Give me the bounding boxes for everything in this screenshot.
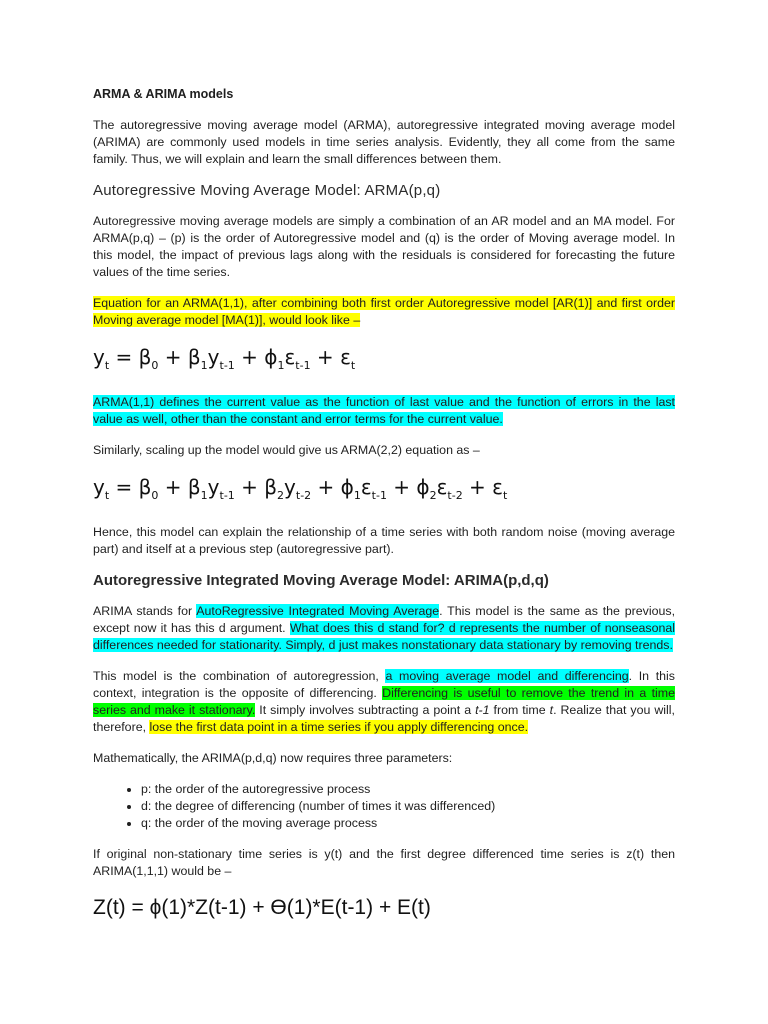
arma-paragraph-4: Similarly, scaling up the model would give us ARMA(2,2) equation as – [93,443,480,457]
document-title: ARMA & ARIMA models [93,87,234,101]
highlight-green: Differencing is useful to remove the trend in a time series and make it stationary. [93,686,675,717]
arima-paragraph-3: Mathematically, the ARIMA(p,d,q) now requires three parameters: [93,751,453,765]
arma-paragraph-5: Hence, this model can explain the relationship of a time series with both random noise (moving average part) and itself at a previous step (autoregressive part). [93,525,675,556]
arma-paragraph-3 [93,394,675,428]
arma11-equation: $y_t = \beta_0 + \beta_1y_{t-1} + \phi_1\varepsilon_{t-1} + \varepsilon_t$ [93,345,356,372]
parameter-list [93,781,675,832]
highlight-yellow: lose the first data point in a time series if you apply differencing once. [149,720,529,734]
arima-paragraph-2: This model is the combination of autoregression, a moving average model and differencing. In this context, integration is the opposite of differencing. Differencing is useful to remove the trend in a time series and make it stationary. It simply involves subtracting a point a t-1 from time t. Realize that you will, therefore, lose the first data point in a time series if you apply differencing once. [93,669,675,734]
arima-paragraph-1: ARIMA stands for AutoRegressive Integrated Moving Average. This model is the same as the previous, except now it has this d argument. What does this d stand for? d represents the number of nonseasonal differences needed for stationarity. Simply, d just makes nonstationary data stationary by removing trends. [93,604,676,652]
list-item: • q: the order of the moving average process [141,815,675,832]
highlight-cyan: a moving average model and differencing [385,669,629,683]
arma-paragraph-2 [93,295,675,329]
list-item: • p: the order of the autoregressive process [141,781,675,798]
arima111-equation: Z(t) = ϕ(1)*Z(t-1) + ϴ(1)*E(t-1) + E(t) [93,896,431,919]
list-item: • d: the degree of differencing (number of times it was differenced) [141,798,675,815]
arima-heading: Autoregressive Integrated Moving Average Model: ARIMA(p,d,q) [93,572,549,589]
arma-heading: Autoregressive Moving Average Model: ARMA(p,q) [93,182,441,199]
document-page [93,86,675,922]
highlight-cyan: AutoRegressive Integrated Moving Average [196,604,440,618]
highlight-cyan: ARMA(1,1) defines the current value as the function of last value and the function of errors in the last value as well, other than the constant and error terms for the current value. [93,395,675,426]
arma22-equation: $y_t = \beta_0 + \beta_1y_{t-1} + \beta_2y_{t-2} + \phi_1\varepsilon_{t-1} + \phi_2\varepsilon_{t-2} + \varepsilon_t$ [93,475,508,502]
arima-paragraph-4: If original non-stationary time series is y(t) and the first degree differenced time series is z(t) then ARIMA(1,1,1) would be – [93,847,675,878]
highlight-cyan: What does this d stand for? d represents the number of nonseasonal differences needed for stationarity. Simply, d just makes nonstationary data stationary by removing trends. [93,621,676,652]
intro-paragraph: The autoregressive moving average model (ARMA), autoregressive integrated moving average model (ARIMA) are commonly used models in time series analysis. Evidently, they all come from the same family. Thus, we will explain and learn the small differences between them. [93,118,675,166]
arma-paragraph-1: Autoregressive moving average models are simply a combination of an AR model and an MA model. For ARMA(p,q) – (p) is the order of Autoregressive model and (q) is the order of Moving average model. In this model, the impact of previous lags along with the residuals is considered for forecasting the future values of the time series. [93,214,675,279]
highlight-yellow: Equation for an ARMA(1,1), after combining both first order Autoregressive model [AR(1)] and first order Moving average model [MA(1)], would look like – [93,296,675,327]
